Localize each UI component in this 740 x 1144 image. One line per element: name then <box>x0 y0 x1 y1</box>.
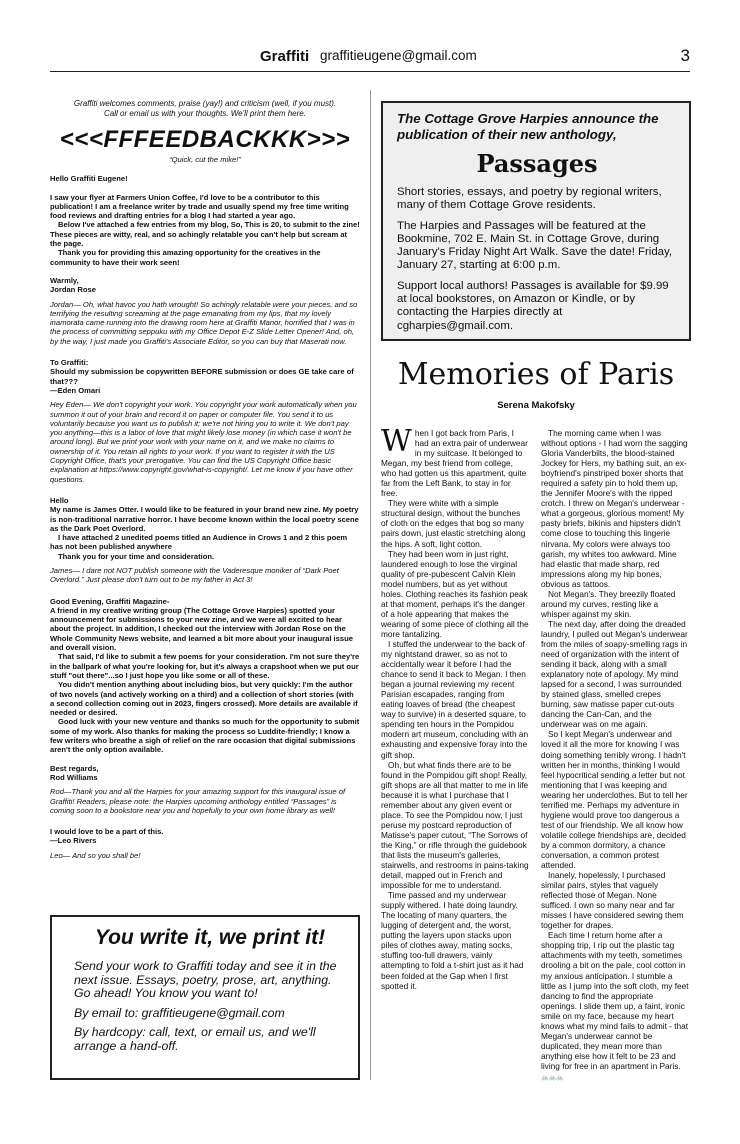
bicycle-icon: 🚲🚲🚲 <box>541 1075 564 1081</box>
drop-cap: W <box>381 424 412 459</box>
editor-reply: Rod—Thank you and all the Harpies for your amazing support for this inaugural issue of Graffiti! Readers, please note: the Harpies upcoming anthology entitled “Passages” is coming soon to a bookstore near you and hopefully to your own home library as well! <box>50 787 346 815</box>
article-title: Memories of Paris <box>397 357 675 392</box>
article-paragraph: I stuffed the underwear to the back of my nightstand drawer, so as not to accidentally wear it before I had the chance to send it back to Megan. I then began a journal reviewing my recent Parisian escapades, ranging from eating loaves of bread (the cheapest way to survive) in a deserted square, to spending ten hours in the Pompidou modern art museum, concluding with an exhausting and expensive foray into the gift shop. <box>381 638 529 760</box>
article-paragraph: They were white with a simple structural design, without the bunches of cloth on the edges that bog so many pairs down, just elastic stretching along the hips. A soft, light cotton. <box>381 498 526 549</box>
article-paragraph: Inanely, hopelessly, I purchased similar pairs, styles that vaguely reflected those of Megan. None sufficed. I own so many near and far misses I have considered sewing them together for drapes. <box>541 870 684 931</box>
editor-reply: James— I dare not NOT publish someone with the Vaderesque moniker of “Dark Poet Overlord.” Just please don't turn out to be my father in Act 3! <box>50 565 339 585</box>
feedback-intro: Graffiti welcomes comments, praise (yay!) and criticism (well, if you must). Call or email us with your thoughts. We'll print them here. <box>73 99 337 118</box>
letter-eden-omari: To Graffiti: Should my submission be copywritten BEFORE submission or does GE take care of that??? —Eden Omari <box>50 358 354 395</box>
announcement-text: The Harpies and Passages will be featured at the Bookmine, 702 E. Main St. in Cottage Grove, during January's Friday Night Art Walk. Save the date! Friday, January 27, starting at 6:00 p.m. <box>397 219 673 272</box>
editor-reply: Jordan— Oh, what havoc you hath wrought! So achingly relatable were your pieces, and so terrifying the resulting screaming at the page emanating from my lips, that my lovely inamorata came running into the drawing room here at Graffiti Manor, horrified that I was in the process of committing seppuku with my Office Depot E-Z Slide Letter Opener! And, oh, by the way, I just made you Graffiti's Associate Editor, so you can buy that Maserati now. <box>50 299 358 346</box>
letter-james-otter: Hello My name is James Otter. I would like to be featured in your brand new zine. My poetry is non-traditional narrative horror. I have become known within the local poetry scene as the Dark Poet Overlord. I have attached 2 unedited poems titled an Audience in Crows 1 and 2 this poem has not been published anywhere Thank you for your time and consideration. <box>50 495 359 561</box>
letter-rod-williams: Good Evening, Graffiti Magazine- A friend in my creative writing group (The Cottage Grove Harpies) spotted your announcement for submissions to your new zine, and we were all excited to hear about the project. In addition, I checked out the interview with Jordan Rose on the Whole Community News website, and learned a bit more about your inaugural issue and overall vision. That said, I'd like to submit a few poems for your consideration. I'm not sure they're in the ballpark of what you're looking for, but it's always a crapshoot when we put our stuff "out there"...so I just hope you like some or all of these. You didn't mention anything about including bios, but very quickly: I'm the author of two novels (and actively working on a third) and a collection of short stories (with a second collection coming out in 2023, fingers crossed). More details are available if needed or desired. Good luck with your new venture and thanks so much for the opportunity to submit some of my work. Also thanks for making the process so Luddite-friendly; I know a few writers who breathe a sigh of relief on the rare occasion that digital submissions aren't the only option available. Best regards, Rod Williams <box>50 596 360 782</box>
article-paragraph: Not Megan's. They breezily floated around my curves, resting like a whisper against my skin. <box>541 588 676 619</box>
feedback-section <box>50 99 360 860</box>
announcement-text: Support local authors! Passages is available for $9.99 at local bookstores, on Amazon or Kindle, or by contacting the Harpies directly at cgharpies@gmail.com. <box>397 279 669 332</box>
article-paragraph: Oh, but what finds there are to be found in the Pompidou gift shop! Really, gift shops are all that matter to me in life because it is what I purchase that I remember about any given event or place. To see the Pompidou now, I just peruse my postcard reproduction of Matisse's paper cutout, “The Sorrows of the King,” or rifle through the guidebook that lists the museum's galleries, stairwells, and restrooms in pains-taking detail, mapped out in French and impossible for me to understand. <box>381 759 529 891</box>
letter-jordan-rose: Hello Graffiti Eugene! I saw your flyer at Farmers Union Coffee, I'd love to be a contributor to this publication! I am a freelance writer by trade and usually spend my free time writing food reviews and drafting entries for a blog I had started a year ago. Below I've attached a few entries from my blog, So, This is 20, to submit to the zine! These pieces are witty, real, and so achingly relatable you can't help but scream at the page. Thank you for providing this amazing opportunity for the creatives in the community to have their work seen! Warmly, Jordan Rose <box>50 174 360 295</box>
masthead-brand: Graffiti <box>260 48 310 65</box>
promo-text: Send your work to Graffiti today and see it in the next issue. Essays, poetry, prose, art, anything. Go ahead! You know you want to! <box>74 959 337 1001</box>
editor-reply: Leo— And so you shall be! <box>50 850 141 860</box>
anthology-announcement <box>381 101 691 341</box>
article-paragraph: The next day, after doing the dreaded laundry, I pulled out Megan's underwear from the miles of soapy-smelling rags in need of organization with the intent of sending it back, along with a small explanatory note of apology. My mind lapsed for a second, I was surrounded by stained glass, smelled crepes burning, saw matisse paper cut-outs dancing the Can-Can, and the underwear was on me again. <box>541 618 688 730</box>
article-paragraph: So I kept Megan's underwear and loved it all the more for knowing I was doing something terribly wrong. I hadn't written her in months, thinking I would feel hypocritical sending a letter but not mentioning that I was keeping and wearing her underclothes. But to tell her terrified me. Perhaps my adventure in hygiene would prove too dangerous a test of our friendship. We all know how volatile college friendships are, decided by a common dormitory, a chance conversation, a common protest attended. <box>541 729 688 871</box>
article-paragraph: The morning came when I was without options - I had worn the sagging Gloria Vanderbilts, the blood-stained Jockey for Hers, my bathing suit, an ex-boyfriend's pinstriped boxer shorts that required a safety pin to hold them up, the Jennifer Moore's with the ripped crotch. I threw on Megan's underwear - what a gorgeous, glorious moment! My pasty briefs, bikinis and hipsters didn't come close to touching this lingerie nirvana. My colors were always too garish, my whites too awkward. Mine had elastic that made sharp, red impressions along my hip bones, obvious as tattoos. <box>541 428 688 589</box>
article-paragraph: They had been worn in just right, laundered enough to lose the virginal quality of pre-pubescent Calvin Klein model numbers, but as yet without holes. Clothing reaches its fashion peak at that moment, perhaps it's the danger of a hole appearing that makes the wearing of some piece of clothing all the more tantalizing. <box>381 548 529 639</box>
announcement-text: Short stories, essays, and poetry by regional writers, many of them Cottage Grove residents. <box>397 186 662 212</box>
masthead-email[interactable]: graffitieugene@gmail.com <box>320 48 477 63</box>
announcement-heading: The Cottage Grove Harpies announce the publication of their new anthology, <box>397 111 659 142</box>
anthology-title: Passages <box>476 149 598 178</box>
article-author: Serena Makofsky <box>497 400 575 411</box>
letter-leo-rivers: I would love to be a part of this. —Leo Rivers <box>50 827 164 846</box>
article-column-2 <box>541 428 689 1083</box>
promo-email[interactable]: By email to: graffitieugene@gmail.com <box>74 1005 285 1020</box>
column-divider <box>370 90 371 1080</box>
feedback-title: <<<FFFEEDBACKKK>>> <box>59 126 351 153</box>
article-paragraph: Each time I return home after a shopping trip, I rip out the plastic tag attachments with my teeth, sometimes drooling a bit on the pale, cool cotton in my anxious anticipation. I stumble a little as I jump into the soft cloth, my feet dancing to find the appropriate openings. I slide them up, a faint, ironic smile on my face, because my heart knows what my mind fails to admit - that Megan's underwear cannot be duplicated, they mean more than anything else how it felt to be 23 and living for free in an apartment in Paris. 🚲🚲🚲 <box>541 930 689 1081</box>
submission-promo-box <box>50 915 360 1080</box>
article-paragraph: When I got back from Paris, I had an extra pair of underwear in my suitcase. It belonged to Megan, my best friend from college, who had gotten us this apartment, quite far from the Left Bank, to stay in for free. <box>381 424 528 499</box>
page-number: 3 <box>680 46 690 65</box>
promo-title: You write it, we print it! <box>94 926 326 949</box>
article-column-1 <box>381 424 529 991</box>
promo-hardcopy: By hardcopy: call, text, or email us, and we'll arrange a hand-off. <box>74 1025 316 1053</box>
page-header <box>50 48 690 72</box>
editor-reply: Hey Eden— We don't copyright your work. You copyright your work automatically when you summon it out of your brain and record it on paper or computer file. You send it to us voluntarily because you want us to publish it; we're not hiring you to write it. We don't pay you anything—this is a labor of love that might likely lose money (in which case it won't be around long). But we print your work with your name on it, and we make no claims to ownership of it. You retain all rights to your work. If you want to register it with the US Copyright Office, that's your prerogative. You can find the US Copyright Office basic explanation at https://www.copyright.gov/what-is-copyright/. Let me know if you have other questions. <box>50 400 357 484</box>
feedback-subtitle: “Quick, cut the mike!” <box>169 155 241 164</box>
article-paragraph: Time passed and my underwear supply withered. I hate doing laundry. The locating of many quarters, the lugging of detergent and, the worst, putting the layers upon stacks upon piles of clothes away, mating socks, stuffing too-full drawers, vainly attempting to fold a t-shirt just as it had been folded at the Gap when I first spotted it. <box>381 890 524 991</box>
